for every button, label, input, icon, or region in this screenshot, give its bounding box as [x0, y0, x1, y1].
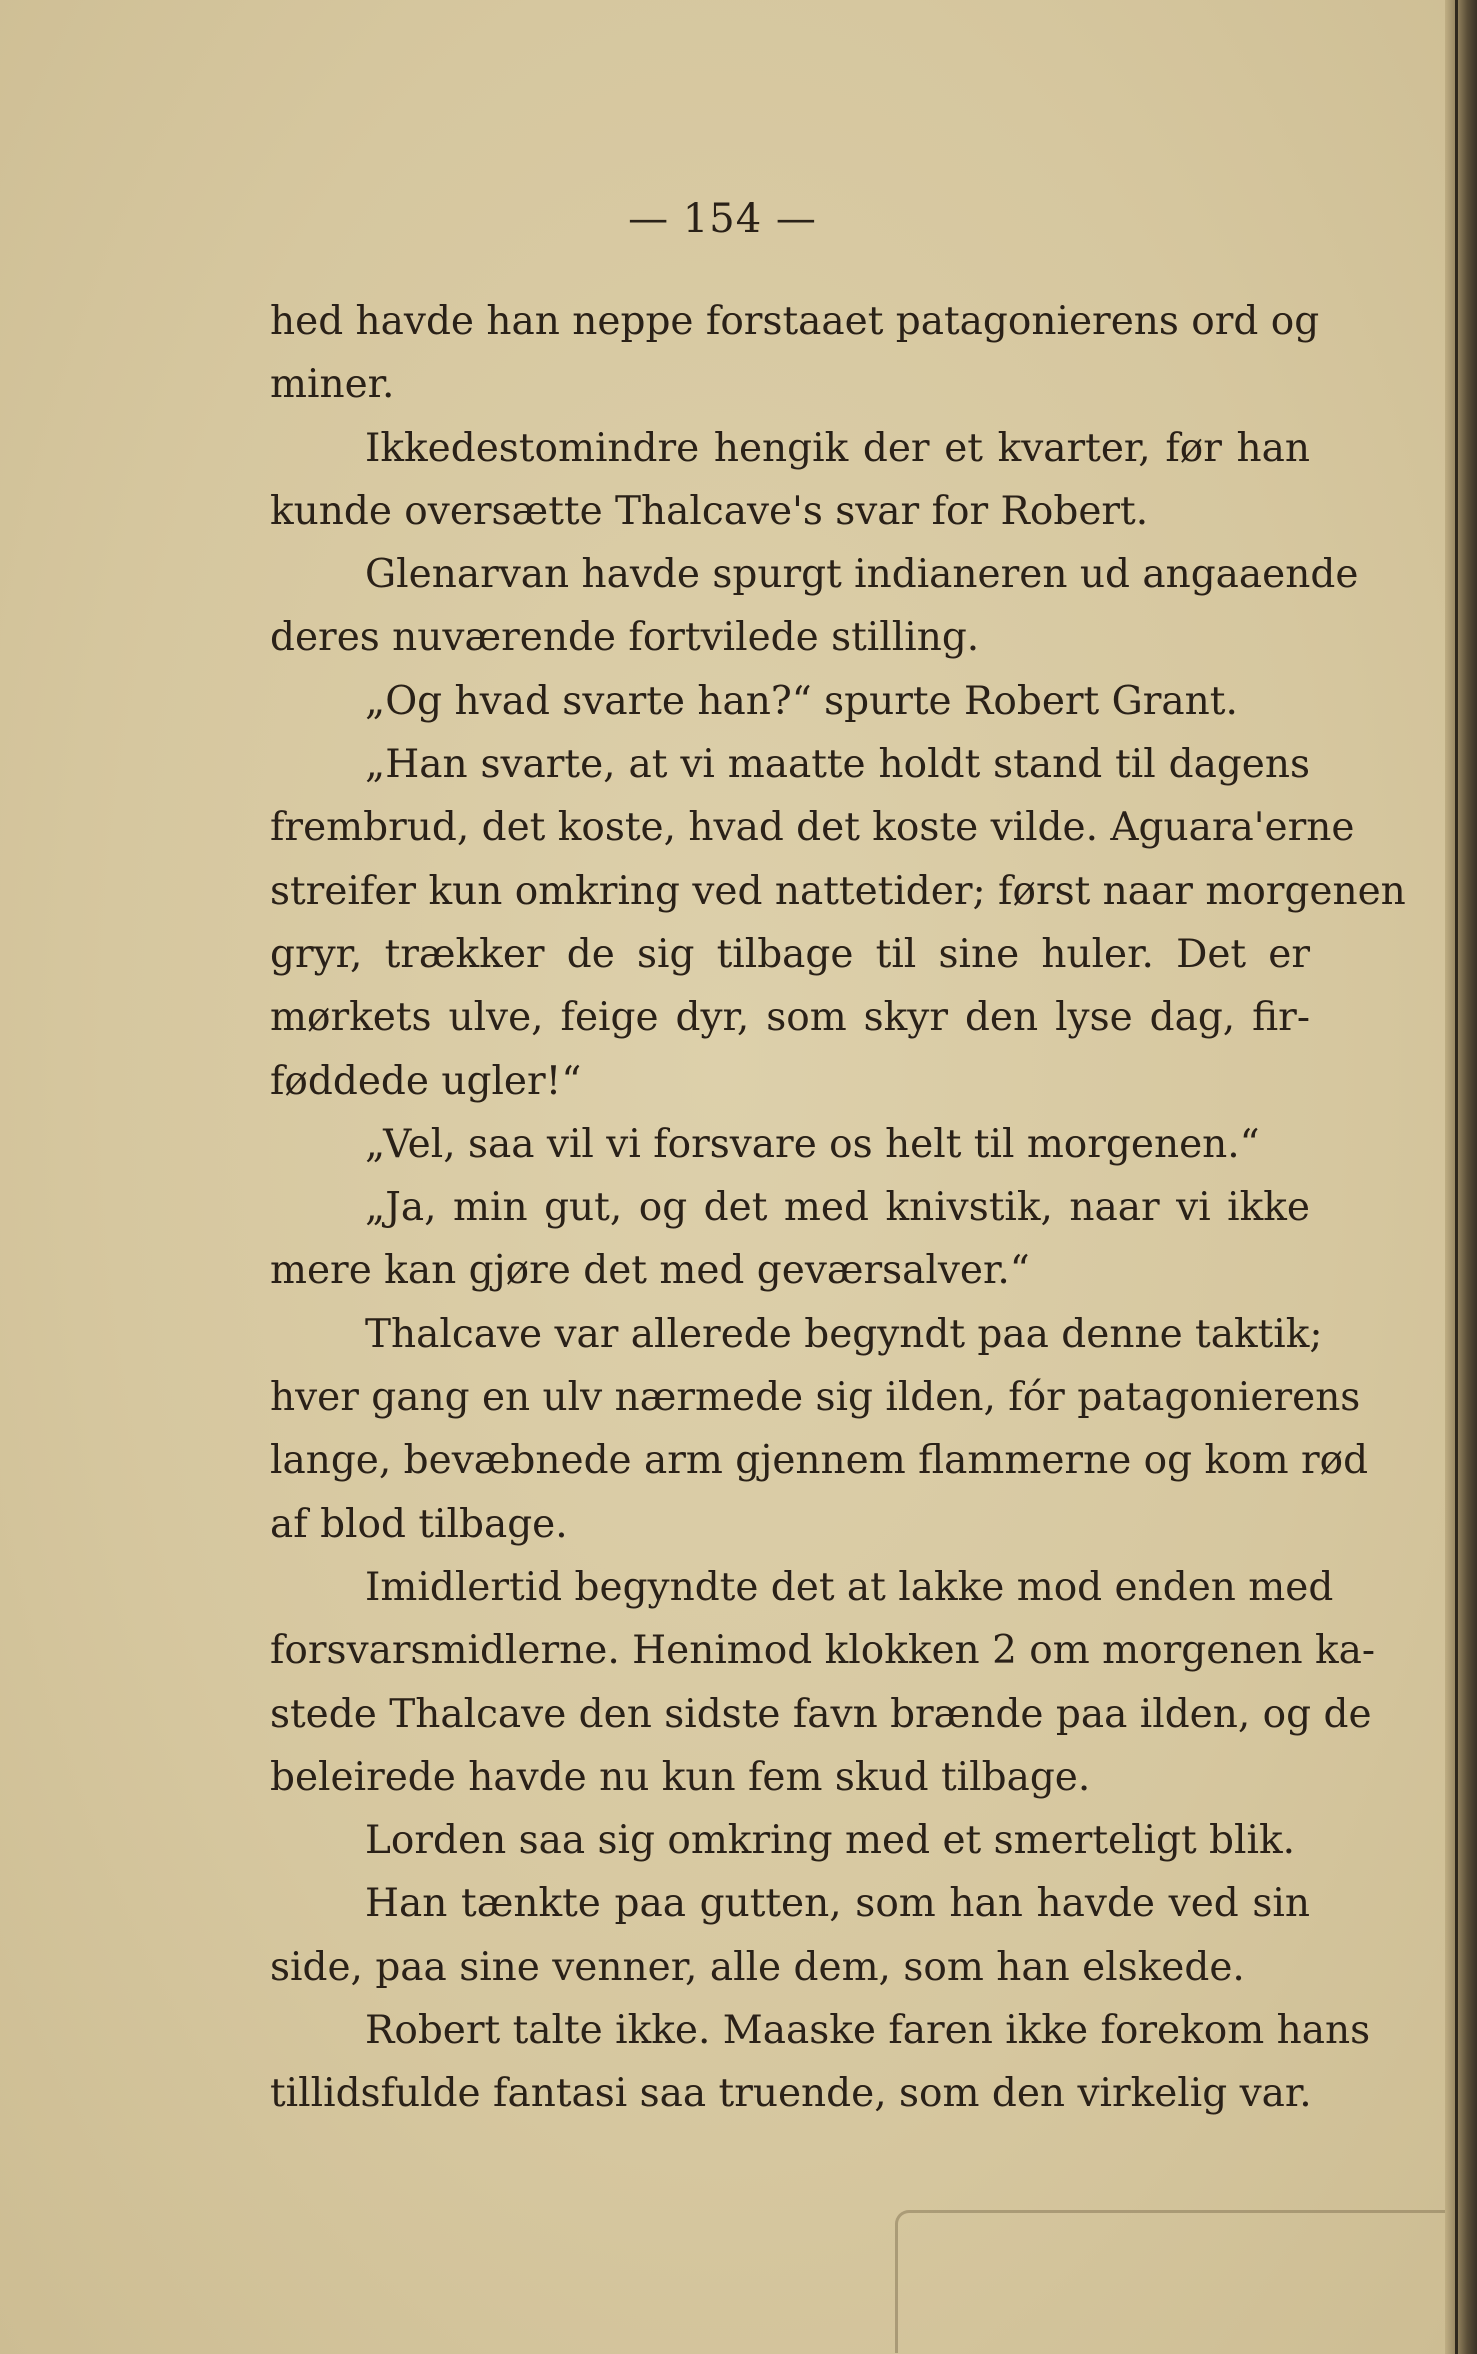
text-line: Lorden saa sig omkring med et smerteligt blik.: [365, 1818, 1296, 1864]
text-line: Thalcave var allerede begyndt paa denne taktik;: [365, 1311, 1323, 1357]
text-line: beleirede havde nu kun fem skud tilbage.: [270, 1754, 1091, 1800]
text-line: føddede ugler!“: [270, 1058, 582, 1104]
text-line: gryr, trækker de sig tilbage til sine huler. Det er: [270, 931, 1310, 977]
text-line: hver gang en ulv nærmede sig ilden, fór patagonierens: [270, 1375, 1361, 1421]
text-line: streifer kun omkring ved nattetider; først naar morgenen: [270, 868, 1406, 914]
text-line: af blod tilbage.: [270, 1501, 568, 1547]
text-line: frembrud, det koste, hvad det koste vilde. Aguara'erne: [270, 805, 1355, 851]
text-line: side, paa sine venner, alle dem, som han elskede.: [270, 1944, 1245, 1990]
text-line: mørkets ulve, feige dyr, som skyr den lyse dag, fir-: [270, 995, 1310, 1041]
text-line: forsvarsmidlerne. Henimod klokken 2 om morgenen ka-: [270, 1628, 1376, 1674]
text-line: „Og hvad svarte han?“ spurte Robert Grant.: [365, 678, 1238, 724]
body-text: [270, 290, 1406, 2126]
text-line: Han tænkte paa gutten, som han havde ved sin: [365, 1881, 1310, 1927]
page-number: — 154 —: [628, 196, 817, 242]
text-line: deres nuværende fortvilede stilling.: [270, 615, 980, 661]
text-line: hed havde han neppe forstaaet patagonierens ord og: [270, 299, 1320, 344]
text-line: „Vel, saa vil vi forsvare os helt til morgenen.“: [365, 1121, 1260, 1167]
page-edge-mark: [895, 2210, 1458, 2353]
text-line: Glenarvan havde spurgt indianeren ud angaaende: [365, 552, 1359, 598]
text-line: stede Thalcave den sidste favn brænde paa ilden, og de: [270, 1691, 1372, 1737]
text-line: „Han svarte, at vi maatte holdt stand til dagens: [365, 742, 1310, 788]
text-line: lange, bevæbnede arm gjennem flammerne og kom rød: [270, 1438, 1369, 1484]
book-spine: [1445, 0, 1477, 2354]
text-line: tillidsfulde fantasi saa truende, som den virkelig var.: [270, 2071, 1312, 2117]
spine-edge: [1455, 0, 1458, 2354]
text-line: kunde oversætte Thalcave's svar for Robert.: [270, 488, 1149, 534]
text-line: miner.: [270, 362, 395, 408]
text-line: Ikkedestomindre hengik der et kvarter, før han: [365, 425, 1310, 471]
text-line: Imidlertid begyndte det at lakke mod enden med: [365, 1564, 1334, 1610]
text-line: „Ja, min gut, og det med knivstik, naar vi ikke: [365, 1185, 1310, 1231]
text-line: mere kan gjøre det med geværsalver.“: [270, 1248, 1030, 1294]
text-line: Robert talte ikke. Maaske faren ikke forekom hans: [365, 2008, 1371, 2054]
